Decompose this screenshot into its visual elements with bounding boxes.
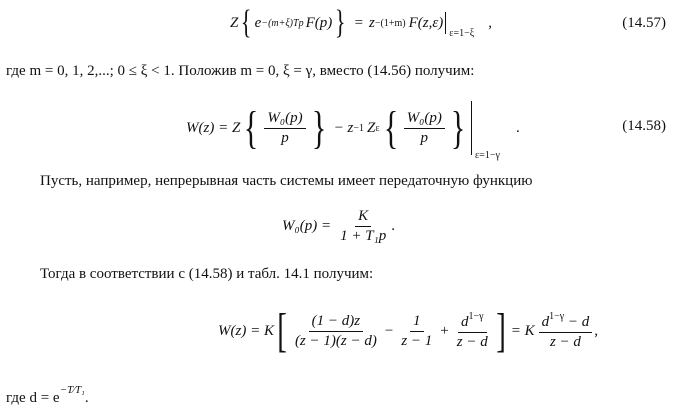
eq4-f4-num-tail: − d bbox=[567, 314, 590, 330]
eq4-tail: , bbox=[594, 322, 599, 339]
eq1-equals: = bbox=[354, 14, 364, 31]
eq1-eval-sub: ε=1−ξ bbox=[449, 28, 475, 39]
eq2-denominator-2: p bbox=[420, 129, 429, 146]
eq2-numerator-1: W₀(p) bbox=[264, 110, 305, 129]
equation-number-14-57: (14.57) bbox=[622, 15, 666, 31]
eq4-f4-denominator: z − d bbox=[549, 334, 581, 350]
eq4-plus: + bbox=[440, 322, 449, 339]
equation-result bbox=[218, 300, 598, 362]
eq2-fraction-2 bbox=[404, 110, 445, 147]
eq2-right-brace-2: } bbox=[450, 102, 466, 153]
eq2-left-brace-2: { bbox=[383, 102, 398, 153]
eq2-denominator-1: p bbox=[281, 129, 289, 146]
eq3-lhs: W₀(p) = bbox=[282, 217, 332, 234]
eq2-z-eps: Z bbox=[367, 119, 376, 136]
eq2-mid-exponent: −1 bbox=[353, 122, 365, 134]
eq1-e: e bbox=[254, 14, 262, 31]
eq1-rhs-f: F(z,ε) bbox=[408, 14, 444, 31]
eq2-eps-sub: ε bbox=[375, 122, 380, 134]
eq4-f2-denominator: z − 1 bbox=[401, 332, 433, 349]
eq4-f2-numerator: 1 bbox=[410, 313, 424, 332]
equation-transfer-function bbox=[282, 200, 395, 252]
eq1-z-transform: Z bbox=[230, 14, 239, 31]
eq4-f3-numerator bbox=[458, 311, 487, 333]
eq4-right-bracket: ] bbox=[495, 304, 506, 357]
equation-14-57 bbox=[230, 6, 492, 40]
eq1-tail: , bbox=[488, 14, 492, 31]
eq4-f4-num-base: d bbox=[541, 314, 550, 330]
eq4-fraction-1 bbox=[292, 313, 380, 350]
eq4-fraction-2 bbox=[398, 313, 435, 350]
eq4-minus: − bbox=[384, 322, 394, 339]
eq2-lhs: W(z) = Z bbox=[186, 119, 241, 136]
line4-exponent: −T⁄T₁ bbox=[59, 384, 85, 396]
eq1-exponent: −(m+ξ)Tp bbox=[261, 17, 304, 29]
text-line-2: Пусть, например, непрерывная часть системы имеет передаточную функцию bbox=[40, 173, 533, 189]
text-line-3: Тогда в соответствии с (14.58) и табл. 14.1 получим: bbox=[40, 266, 374, 282]
eq4-f4-num-exp: 1−γ bbox=[549, 311, 565, 322]
text-line-4 bbox=[6, 384, 89, 407]
eq3-numerator: K bbox=[355, 208, 371, 227]
eq2-numerator-2: W₀(p) bbox=[404, 110, 445, 129]
eq4-left-bracket: [ bbox=[277, 304, 287, 357]
eq2-right-brace-1: } bbox=[311, 102, 326, 153]
eq1-rhs-z: z bbox=[369, 14, 375, 31]
eq2-tail: . bbox=[515, 119, 520, 136]
eq4-f3-num-exp: 1−γ bbox=[468, 311, 484, 322]
equation-number-14-58: (14.58) bbox=[622, 118, 666, 134]
eq4-f3-num-base: d bbox=[460, 314, 469, 330]
eq4-f3-denominator: z − d bbox=[456, 334, 488, 350]
eq4-f1-denominator: (z − 1)(z − d) bbox=[294, 332, 377, 349]
eq2-mid: − z bbox=[333, 119, 354, 136]
eq1-eval-bar bbox=[445, 12, 475, 39]
eq1-rhs-exponent: −(1+m) bbox=[374, 17, 406, 29]
eq2-fraction-1 bbox=[264, 110, 305, 147]
eq2-eval-sub: ε=1−γ bbox=[474, 150, 500, 161]
eq4-f1-numerator: (1 − d)z bbox=[309, 313, 363, 332]
line4-prefix: где d = e bbox=[6, 390, 60, 406]
eq4-f4-numerator bbox=[539, 311, 593, 333]
line4-tail: . bbox=[84, 390, 89, 406]
eq1-arg: F(p) bbox=[305, 14, 333, 31]
eq3-tail: . bbox=[391, 217, 396, 234]
eq4-fraction-3 bbox=[454, 311, 491, 351]
equation-14-58 bbox=[186, 98, 520, 161]
eq2-eval-bar bbox=[471, 101, 500, 161]
eq4-fraction-4 bbox=[539, 311, 593, 351]
eq4-lhs: W(z) = K bbox=[218, 322, 274, 339]
eq3-fraction bbox=[337, 208, 389, 245]
eq4-eq: = K bbox=[510, 322, 535, 339]
eq1-left-brace: { bbox=[241, 4, 252, 41]
eq2-left-brace-1: { bbox=[244, 102, 259, 153]
eq1-right-brace: } bbox=[335, 4, 346, 41]
text-line-1: где m = 0, 1, 2,...; 0 ≤ ξ < 1. Положив m = 0, ξ = γ, вместо (14.56) получим: bbox=[6, 63, 475, 79]
eq3-denominator: 1 + T₁p bbox=[340, 227, 387, 244]
